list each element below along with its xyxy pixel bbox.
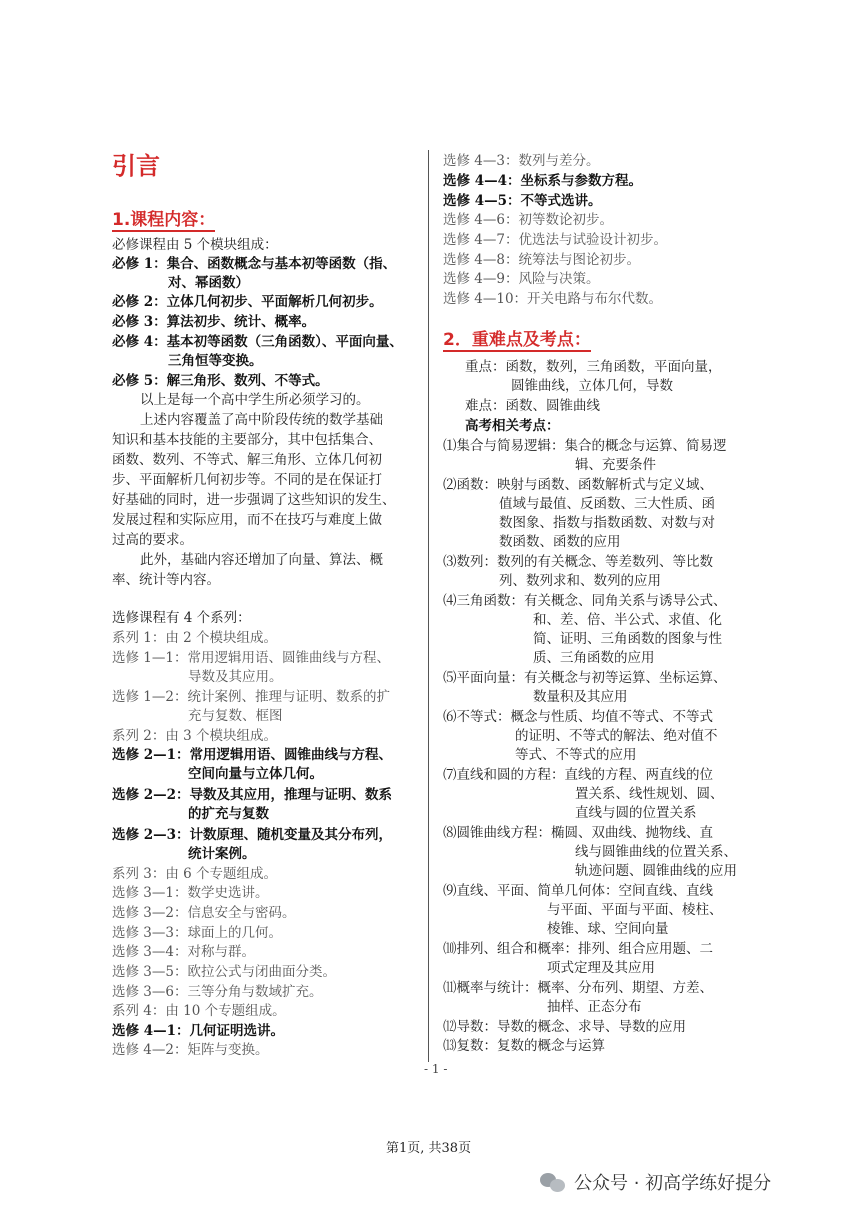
text-line: 线与圆锥曲线的位置关系、: [575, 844, 737, 860]
text-line: 系列 2：由 3 个模块组成。: [112, 728, 278, 744]
text-line: 置关系、线性规划、圆、: [575, 786, 724, 802]
text-line: 空间向量与立体几何。: [188, 766, 323, 782]
text-line: 和、差、倍、半公式、求值、化: [533, 612, 722, 628]
text-line: 上述内容覆盖了高中阶段传统的数学基础: [140, 412, 383, 428]
text-line: ⑸平面向量：有关概念与初等运算、坐标运算、: [443, 670, 727, 686]
text-line: 必修 3：算法初步、统计、概率。: [112, 314, 316, 330]
text-line: 的扩充与复数: [188, 806, 269, 822]
text-line: 项式定理及其应用: [547, 960, 655, 976]
text-line: 统计案例。: [188, 846, 256, 862]
text-line: 圆锥曲线，立体几何，导数: [511, 378, 673, 394]
text-line: 选修 3—1：数学史选讲。: [112, 885, 269, 901]
page-marker: - 1 -: [424, 1062, 448, 1076]
page-title: 引言: [112, 152, 160, 180]
text-line: 与平面、平面与平面、棱柱、: [547, 902, 723, 918]
text-line: 选修 4—6：初等数论初步。: [443, 212, 613, 228]
text-line: 列、数列求和、数列的应用: [499, 573, 661, 589]
text-line: 必修 4：基本初等函数（三角函数）、平面向量、: [112, 334, 403, 350]
text-line: 的证明、不等式的解法、绝对值不: [515, 728, 718, 744]
text-line: 对、幂函数）: [168, 275, 249, 291]
text-line: 直线与圆的位置关系: [575, 805, 697, 821]
text-line: 发展过程和实际应用，而不在技巧与难度上做: [112, 512, 382, 528]
text-line: 三角恒等变换。: [168, 353, 263, 369]
text-line: 选修 2—2：导数及其应用，推理与证明、数系: [112, 787, 392, 803]
text-line: 数图象、指数与指数函数、对数与对: [499, 515, 715, 531]
section-heading-course: 1.课程内容：: [112, 210, 216, 230]
text-line: 选修 1—1：常用逻辑用语、圆锥曲线与方程、: [112, 650, 390, 666]
text-line: 选修 4—1：几何证明选讲。: [112, 1023, 284, 1039]
text-line: 必修 5：解三角形、数列、不等式。: [112, 373, 329, 389]
text-line: 选修 4—9：风险与决策。: [443, 271, 600, 287]
text-line: 必修课程由 5 个模块组成：: [112, 237, 278, 253]
text-line: ⑿导数：导数的概念、求导、导数的应用: [443, 1019, 686, 1035]
text-line: ⑻圆锥曲线方程：椭圆、双曲线、抛物线、直: [443, 825, 713, 841]
text-line: 选修 3—5：欧拉公式与闭曲面分类。: [112, 964, 336, 980]
text-line: 简、证明、三角函数的图象与性: [533, 631, 722, 647]
text-line: 充与复数、框图: [188, 708, 283, 724]
text-line: 系列 4：由 10 个专题组成。: [112, 1003, 286, 1019]
text-line: 系列 3：由 6 个专题组成。: [112, 866, 278, 882]
section-heading-key-points: 2．重难点及考点：: [443, 330, 591, 350]
text-line: 选修 4—5：不等式选讲。: [443, 193, 602, 209]
text-line: ⑽排列、组合和概率：排列、组合应用题、二: [443, 941, 713, 957]
text-line: 数量积及其应用: [533, 689, 628, 705]
text-line: 值域与最值、反函数、三大性质、函: [499, 496, 715, 512]
text-line: ⑴集合与简易逻辑：集合的概念与运算、简易逻: [443, 438, 727, 454]
text-line: 必修 2：立体几何初步、平面解析几何初步。: [112, 294, 383, 310]
page-footer: 第1页, 共38页: [386, 1141, 472, 1156]
text-line: ⑺直线和圆的方程：直线的方程、两直线的位: [443, 767, 713, 783]
text-line: 棱锥、球、空间向量: [547, 921, 669, 937]
text-line: 数函数、函数的应用: [499, 534, 621, 550]
text-line: 等式、不等式的应用: [515, 747, 637, 763]
text-line: 选修 4—3：数列与差分。: [443, 153, 600, 169]
watermark-text: 公众号 · 初高学练好提分: [574, 1173, 772, 1194]
text-line: 选修 4—4：坐标系与参数方程。: [443, 173, 642, 189]
text-line: 选修课程有 4 个系列：: [112, 610, 251, 626]
text-line: 步、平面解析几何初步等。不同的是在保证打: [112, 472, 382, 488]
text-line: 选修 4—8：统筹法与图论初步。: [443, 252, 640, 268]
text-line: 重点：函数，数列，三角函数，平面向量，: [465, 359, 722, 375]
text-line: 此外，基础内容还增加了向量、算法、概: [140, 552, 383, 568]
text-line: 质、三角函数的应用: [533, 650, 655, 666]
text-line: 选修 3—3：球面上的几何。: [112, 925, 282, 941]
text-line: 好基础的同时，进一步强调了这些知识的发生、: [112, 492, 396, 508]
column-divider: [428, 150, 429, 1062]
text-line: 高考相关考点：: [465, 418, 560, 434]
text-line: ⒀复数：复数的概念与运算: [443, 1038, 605, 1054]
text-line: 选修 4—2：矩阵与变换。: [112, 1042, 269, 1058]
text-line: 选修 1—2：统计案例、推理与证明、数系的扩: [112, 689, 390, 705]
text-line: 选修 2—1：常用逻辑用语、圆锥曲线与方程、: [112, 747, 392, 763]
text-line: 抽样、正态分布: [547, 999, 642, 1015]
text-line: 函数、数列、不等式、解三角形、立体几何初: [112, 452, 382, 468]
text-line: 率、统计等内容。: [112, 572, 220, 588]
text-line: 辑、充要条件: [575, 457, 656, 473]
text-line: 选修 3—2：信息安全与密码。: [112, 905, 296, 921]
text-line: 导数及其应用。: [188, 669, 283, 685]
text-line: ⑶数列：数列的有关概念、等差数列、等比数: [443, 554, 713, 570]
text-line: ⑼直线、平面、简单几何体：空间直线、直线: [443, 883, 713, 899]
text-line: 难点：函数、圆锥曲线: [465, 398, 600, 414]
text-line: 轨迹问题、圆锥曲线的应用: [575, 863, 737, 879]
text-line: 以上是每一个高中学生所必须学习的。: [140, 392, 370, 408]
text-line: 过高的要求。: [112, 532, 193, 548]
text-line: 选修 3—6：三等分角与数域扩充。: [112, 984, 323, 1000]
watermark: [540, 1169, 771, 1195]
text-line: ⑾概率与统计：概率、分布列、期望、方差、: [443, 980, 713, 996]
text-line: 选修 4—7：优选法与试验设计初步。: [443, 232, 667, 248]
text-line: ⑵函数：映射与函数、函数解析式与定义域、: [443, 477, 713, 493]
text-line: 选修 4—10：开关电路与布尔代数。: [443, 291, 663, 307]
wechat-icon: [540, 1171, 566, 1193]
text-line: 必修 1：集合、函数概念与基本初等函数（指、: [112, 256, 397, 272]
text-line: 知识和基本技能的主要部分，其中包括集合、: [112, 432, 382, 448]
text-line: 系列 1：由 2 个模块组成。: [112, 630, 278, 646]
text-line: ⑷三角函数：有关概念、同角关系与诱导公式、: [443, 593, 727, 609]
text-line: 选修 3—4：对称与群。: [112, 944, 255, 960]
text-line: ⑹不等式：概念与性质、均值不等式、不等式: [443, 709, 713, 725]
text-line: 选修 2—3：计数原理、随机变量及其分布列，: [112, 827, 392, 843]
